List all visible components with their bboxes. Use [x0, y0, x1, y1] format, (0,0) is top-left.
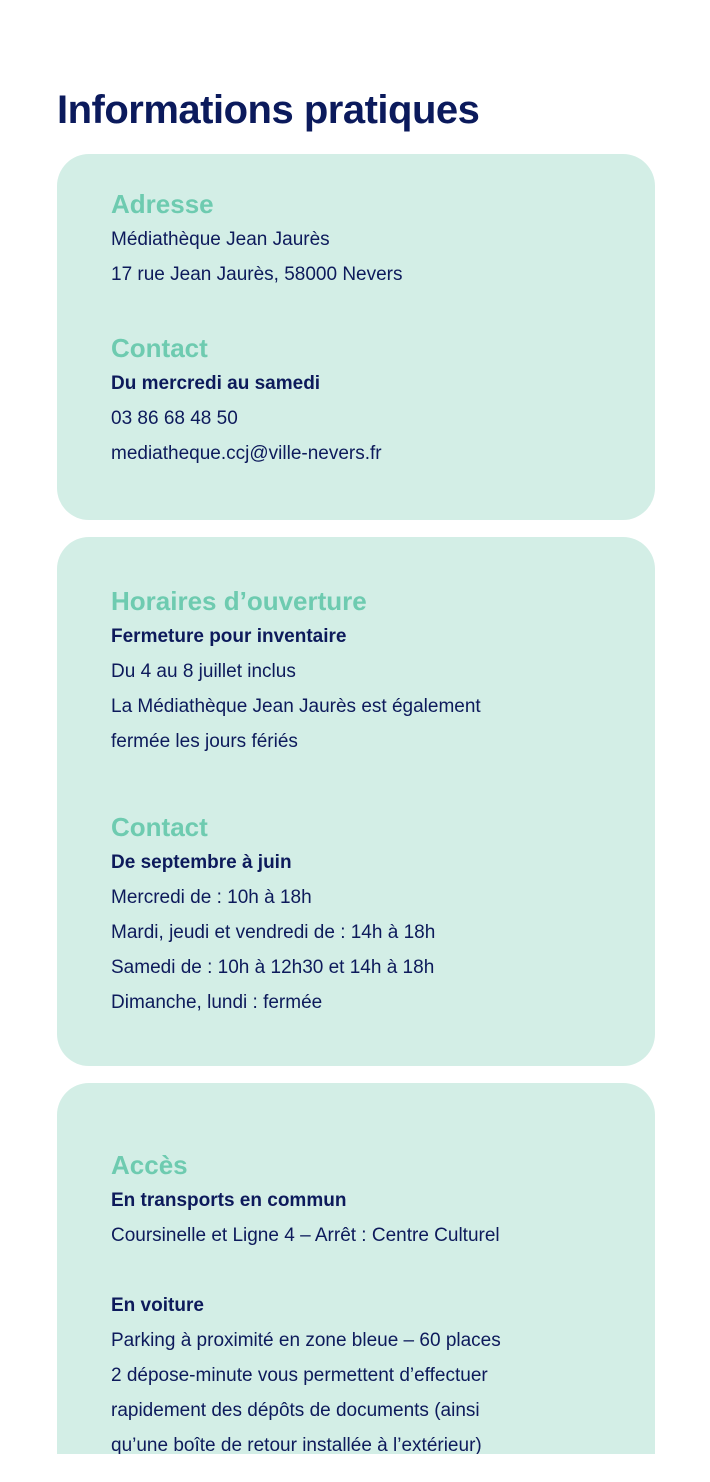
contact-email[interactable]: mediatheque.ccj@ville-nevers.fr [111, 443, 382, 464]
address-line-street: 17 rue Jean Jaurès, 58000 Nevers [111, 264, 403, 285]
schedule-period: De septembre à juin [111, 852, 292, 873]
inventory-closure-label: Fermeture pour inventaire [111, 626, 347, 647]
schedule-wednesday: Mercredi de : 10h à 18h [111, 887, 312, 908]
car-info-line-4: qu’une boîte de retour installée à l’extérieur) [111, 1435, 482, 1454]
address-heading: Adresse [111, 189, 214, 219]
closure-note-line-2: fermée les jours fériés [111, 731, 298, 752]
access-heading: Accès [111, 1150, 188, 1180]
schedule-saturday: Samedi de : 10h à 12h30 et 14h à 18h [111, 957, 435, 978]
contact-days: Du mercredi au samedi [111, 373, 321, 394]
car-info-line-2: 2 dépose-minute vous permettent d’effectuer [111, 1365, 488, 1386]
contact-phone[interactable]: 03 86 68 48 50 [111, 408, 238, 429]
page-title: Informations pratiques [57, 88, 480, 132]
car-label: En voiture [111, 1295, 204, 1316]
schedule-heading: Contact [111, 812, 208, 842]
address-contact-card [57, 154, 655, 520]
car-info-line-3: rapidement des dépôts de documents (ainsi [111, 1400, 480, 1421]
access-card [57, 1083, 655, 1454]
schedule-sun-mon: Dimanche, lundi : fermée [111, 992, 323, 1013]
closure-note-line-1: La Médiathèque Jean Jaurès est également [111, 696, 481, 717]
closure-dates: Du 4 au 8 juillet inclus [111, 661, 296, 682]
schedule-tue-thu-fri: Mardi, jeudi et vendredi de : 14h à 18h [111, 922, 436, 943]
car-info-line-1: Parking à proximité en zone bleue – 60 places [111, 1330, 501, 1351]
opening-hours-card [57, 537, 655, 1066]
opening-hours-heading: Horaires d’ouverture [111, 586, 367, 616]
transit-info: Coursinelle et Ligne 4 – Arrêt : Centre Culturel [111, 1225, 500, 1246]
contact-heading: Contact [111, 333, 208, 363]
address-line-venue: Médiathèque Jean Jaurès [111, 229, 330, 250]
transit-label: En transports en commun [111, 1190, 347, 1211]
